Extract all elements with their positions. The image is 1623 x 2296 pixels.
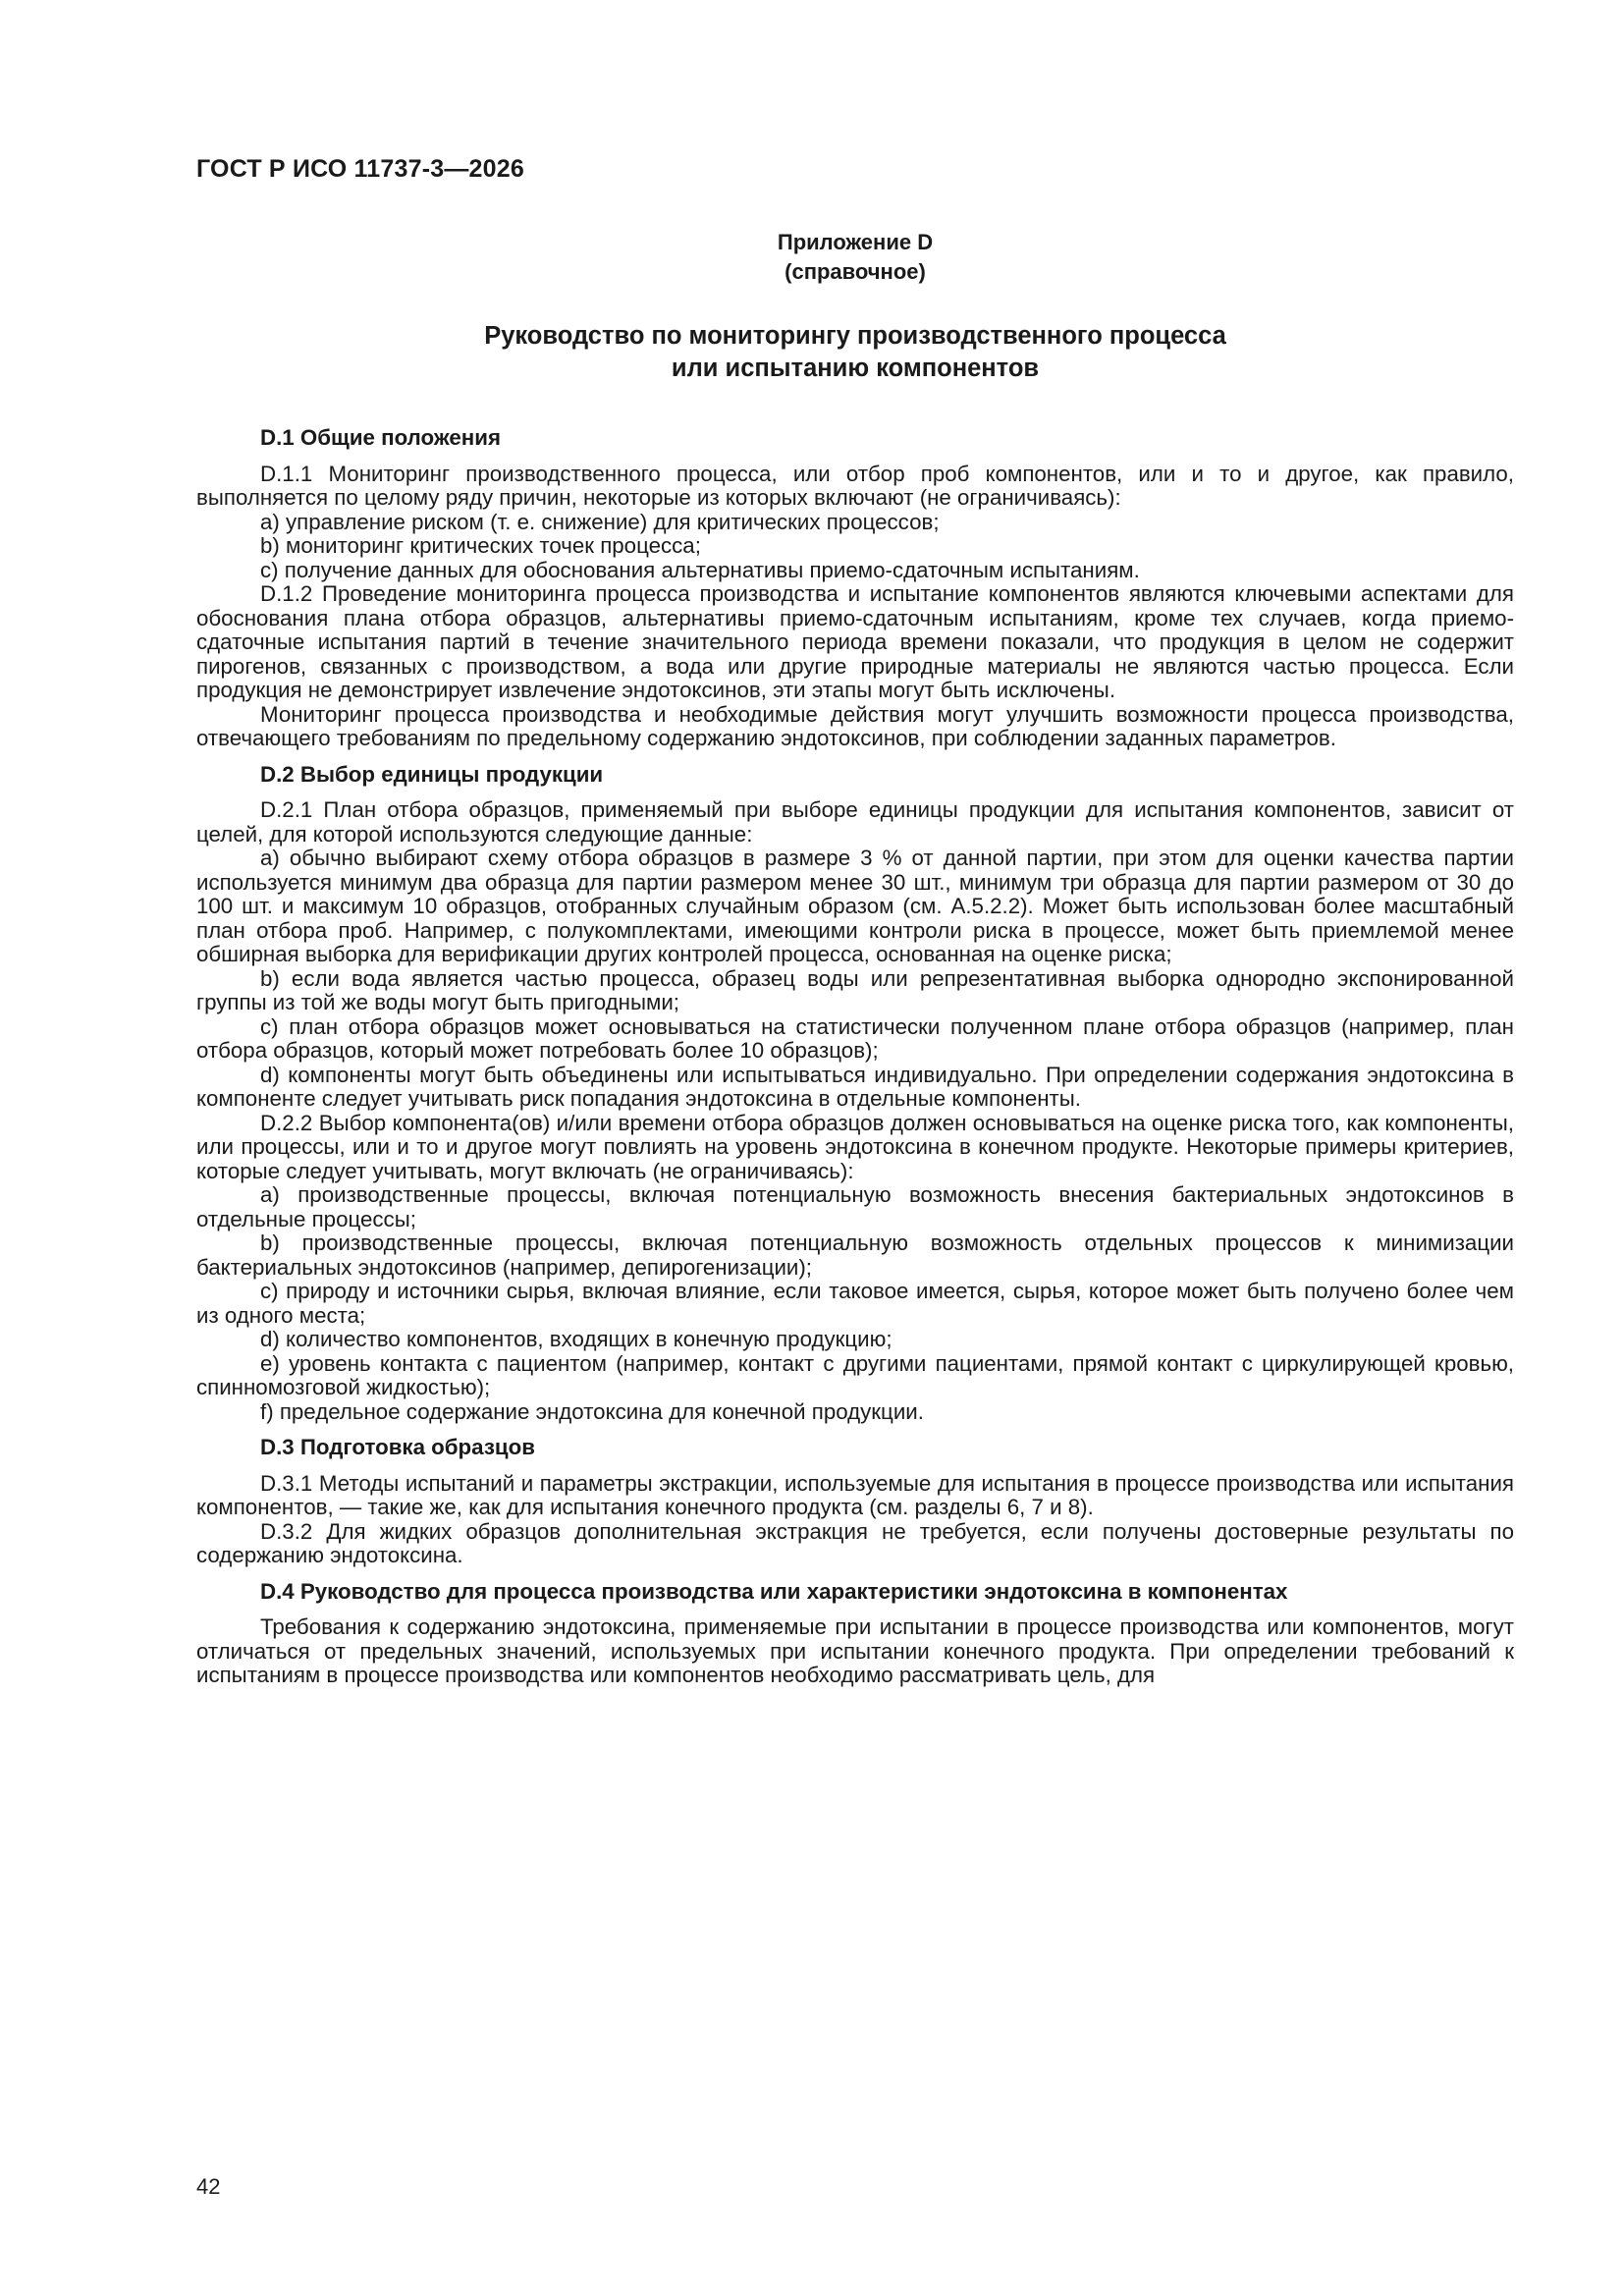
- list-item-d1-c: c) получение данных для обоснования альтернативы приемо-сдаточным испытаниям.: [260, 557, 1140, 582]
- annex-title-line-1: Руководство по мониторингу производственного процесса: [484, 322, 1226, 350]
- page-number: 42: [196, 2174, 221, 2199]
- list-item-d2-a: a) обычно выбирают схему отбора образцов в размере 3 % от данной партии, при этом для оценки качества партии используется минимум два образца для партии размером менее 30 шт., минимум три образца для партии размером от 30 до 100 шт. и максимум 10 образцов, отобранных случайным образом (см. А.5.2.2). Может быть использован более масштабный план отбора проб. Например, с полукомплектами, имеющими контроли риска в процессе, может быть приемлемой менее обширная выборка для верификации других контролей процесса, основанная на оценке риска;: [196, 846, 1514, 966]
- paragraph-d3-2: D.3.2 Для жидких образцов дополнительная экстракция не требуется, если получены достоверные результаты по содержанию эндотоксина.: [196, 1518, 1514, 1567]
- section-heading-d3: D.3 Подготовка образцов: [260, 1435, 535, 1459]
- list-item-d1-b: b) мониторинг критических точек процесса;: [260, 533, 701, 558]
- paragraph-d4-1: Требования к содержанию эндотоксина, применяемые при испытании в процессе производства или компонентов, могут отличаться от предельных значений, используемых при испытании конечного продукта. При определении требований к испытаниям в процессе производства или компонентов необходимо рассматривать цель, для: [196, 1614, 1514, 1687]
- paragraph-d3-1: D.3.1 Методы испытаний и параметры экстракции, используемые для испытания в процессе производства или испытания компонентов, — такие же, как для испытания конечного продукта (см. разделы 6, 7 и 8).: [196, 1470, 1514, 1519]
- paragraph-d2-2: D.2.2 Выбор компонента(ов) и/или времени отбора образцов должен основываться на оценке риска того, как компоненты, или процессы, или и то и другое могут повлиять на уровень эндотоксина в конечном продукте. Некоторые примеры критериев, которые следует учитывать, могут включать (не ограничиваясь):: [196, 1110, 1514, 1183]
- section-heading-d2: D.2 Выбор единицы продукции: [260, 761, 604, 787]
- paragraph-d1-1: D.1.1 Мониторинг производственного процесса, или отбор проб компонентов, или и то и другое, как правило, выполняется по целому ряду причин, некоторые из которых включают (не ограничиваясь):: [196, 461, 1514, 510]
- list-item-d2-b: b) если вода является частью процесса, образец воды или репрезентативная выборка однородно экспонированной группы из той же воды могут быть пригодными;: [196, 965, 1514, 1014]
- annex-header: [196, 228, 1514, 287]
- annex-title-line-2: или испытанию компонентов: [671, 355, 1040, 382]
- list-item-d2-c: c) план отбора образцов может основываться на статистически полученном плане отбора образцов (например, план отбора образцов, который может потребовать более 10 образцов);: [196, 1013, 1514, 1063]
- list-item-d1-a: a) управление риском (т. е. снижение) для критических процессов;: [260, 509, 940, 534]
- list-item-d2-2-c: c) природу и источники сырья, включая влияние, если таковое имеется, сырья, которое может быть получено более чем из одного места;: [196, 1279, 1514, 1328]
- paragraph-d1-2: D.1.2 Проведение мониторинга процесса производства и испытание компонентов являются ключевыми аспектами для обоснования плана отбора образцов, альтернативы приемо-сдаточным испытаниям, кроме тех случаев, когда приемо-сдаточные испытания партий в течение значительного периода времени показали, что продукция в целом не содержит пирогенов, связанных с производством, а вода или другие природные материалы не являются частью процесса. Если продукция не демонстрирует извлечение эндотоксинов, эти этапы могут быть исключены.: [196, 581, 1514, 702]
- list-item-d2-2-a: a) производственные процессы, включая потенциальную возможность внесения бактериальных эндотоксинов в отдельные процессы;: [196, 1182, 1514, 1231]
- list-item-d2-2-f: f) предельное содержание эндотоксина для конечной продукции.: [260, 1398, 924, 1424]
- list-item-d2-2-b: b) производственные процессы, включая потенциальную возможность отдельных процессов к минимизации бактериальных эндотоксинов (например, депирогенизации);: [196, 1230, 1514, 1280]
- list-item-d2-2-d: d) количество компонентов, входящих в конечную продукцию;: [260, 1327, 893, 1351]
- paragraph-d2-1: D.2.1 План отбора образцов, применяемый при выборе единицы продукции для испытания компонентов, зависит от целей, для которой используются следующие данные:: [196, 797, 1514, 847]
- annex-label: Приложение D: [777, 230, 934, 254]
- paragraph-d1-3: Мониторинг процесса производства и необходимые действия могут улучшить возможности процесса производства, отвечающего требованиям по предельному содержанию эндотоксинов, при соблюдении заданных параметров.: [196, 701, 1514, 750]
- annex-status: (справочное): [784, 259, 926, 284]
- section-heading-d4: D.4 Руководство для процесса производства или характеристики эндотоксина в компонентах: [260, 1578, 1288, 1604]
- section-heading-d1: D.1 Общие положения: [260, 425, 501, 450]
- list-item-d2-2-e: e) уровень контакта с пациентом (например, контакт с другими пациентами, прямой контакт с циркулирующей кровью, спинномозговой жидкостью);: [196, 1350, 1514, 1399]
- document-code: ГОСТ Р ИСО 11737-3—2026: [196, 155, 524, 183]
- annex-title: [196, 320, 1514, 385]
- document-body: [196, 426, 1514, 1688]
- list-item-d2-d: d) компоненты могут быть объединены или испытываться индивидуально. При определении содержания эндотоксина в компоненте следует учитывать риск попадания эндотоксина в отдельные компоненты.: [196, 1062, 1514, 1111]
